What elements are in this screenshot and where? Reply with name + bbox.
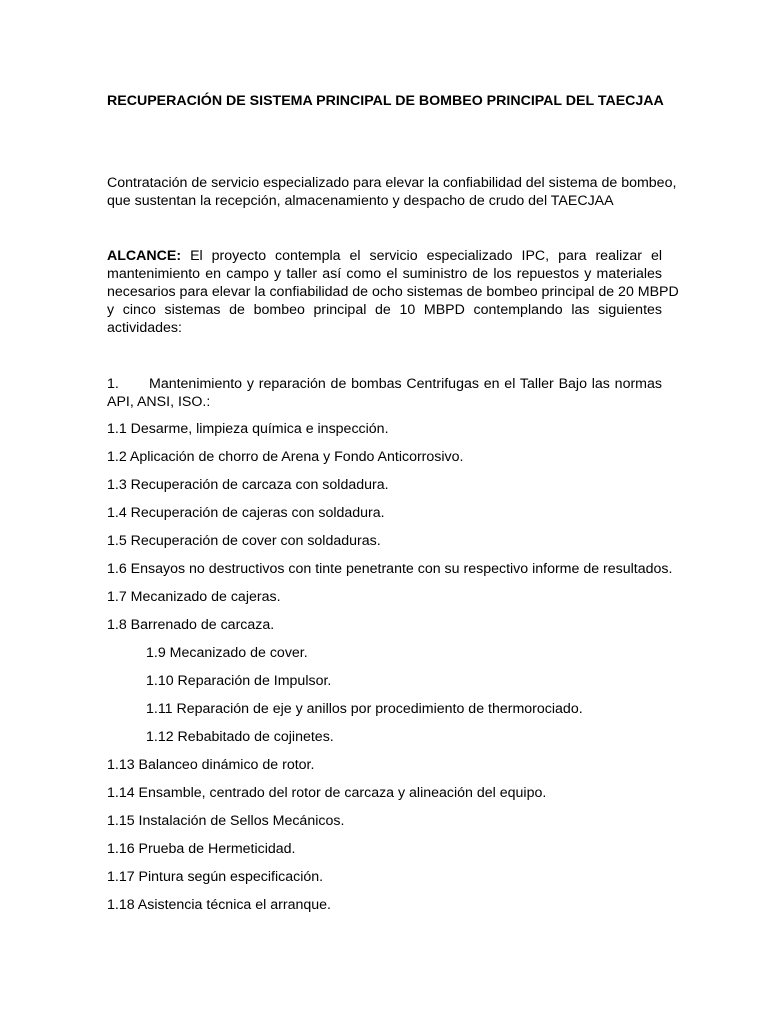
intro-line: que sustentan la recepción, almacenamiento y despacho de crudo del TAECJAA: [107, 193, 614, 209]
activity-items-list: [107, 420, 707, 924]
activity-item: 1.15 Instalación de Sellos Mecánicos.: [107, 813, 345, 829]
activity-item: 1.6 Ensayos no destructivos con tinte penetrante con su respectivo informe de resultados.: [107, 561, 673, 577]
scope-line: necesarios para elevar la confiabilidad de ocho sistemas de bombeo principal de 20 MBPD: [107, 284, 679, 300]
scope-line: mantenimiento en campo y taller así como el suministro de los repuestos y materiales: [107, 266, 662, 282]
activity-item: 1.10 Reparación de Impulsor.: [146, 673, 332, 689]
activity-item: 1.4 Recuperación de cajeras con soldadura.: [107, 505, 385, 521]
activity-item: 1.3 Recuperación de carcaza con soldadura.: [107, 477, 389, 493]
activity-item: 1.17 Pintura según especificación.: [107, 869, 324, 885]
scope-line: y cinco sistemas de bombeo principal de 10 MBPD contemplando las siguientes: [107, 302, 662, 318]
activity-item: 1.7 Mecanizado de cajeras.: [107, 589, 281, 605]
scope-paragraph: [107, 247, 679, 337]
scope-line: actividades:: [107, 320, 182, 336]
scope-label: ALCANCE:: [107, 248, 182, 264]
activity-item: 1.12 Rebabitado de cojinetes.: [146, 729, 334, 745]
activity-item: 1.13 Balanceo dinámico de rotor.: [107, 757, 315, 773]
activity-text: Mantenimiento y reparación de bombas Centrifugas en el Taller Bajo las normas: [149, 376, 662, 392]
scope-text: El proyecto contempla el servicio especializado IPC, para realizar el: [190, 248, 662, 264]
scope-line: [107, 247, 662, 265]
intro-paragraph: [107, 174, 677, 210]
activity-item: 1.18 Asistencia técnica el arranque.: [107, 897, 331, 913]
intro-line: Contratación de servicio especializado para elevar la confiabilidad del sistema de bombeo,: [107, 175, 677, 191]
activity-item: 1.11 Reparación de eje y anillos por procedimiento de thermorociado.: [146, 701, 583, 717]
activity-item: 1.5 Recuperación de cover con soldaduras.: [107, 533, 381, 549]
activity-item: 1.1 Desarme, limpieza química e inspección.: [107, 421, 389, 437]
activity-item: 1.9 Mecanizado de cover.: [146, 645, 308, 661]
activity-line: [107, 375, 662, 393]
activity-heading: [107, 375, 662, 411]
activity-item: 1.8 Barrenado de carcaza.: [107, 617, 275, 633]
activity-item: 1.2 Aplicación de chorro de Arena y Fondo Anticorrosivo.: [107, 449, 464, 465]
activity-item: 1.14 Ensamble, centrado del rotor de carcaza y alineación del equipo.: [107, 785, 547, 801]
document-title: RECUPERACIÓN DE SISTEMA PRINCIPAL DE BOMBEO PRINCIPAL DEL TAECJAA: [107, 93, 664, 109]
activity-item: 1.16 Prueba de Hermeticidad.: [107, 841, 296, 857]
activity-line: API, ANSI, ISO.:: [107, 394, 211, 410]
activity-number: 1.: [107, 376, 119, 392]
